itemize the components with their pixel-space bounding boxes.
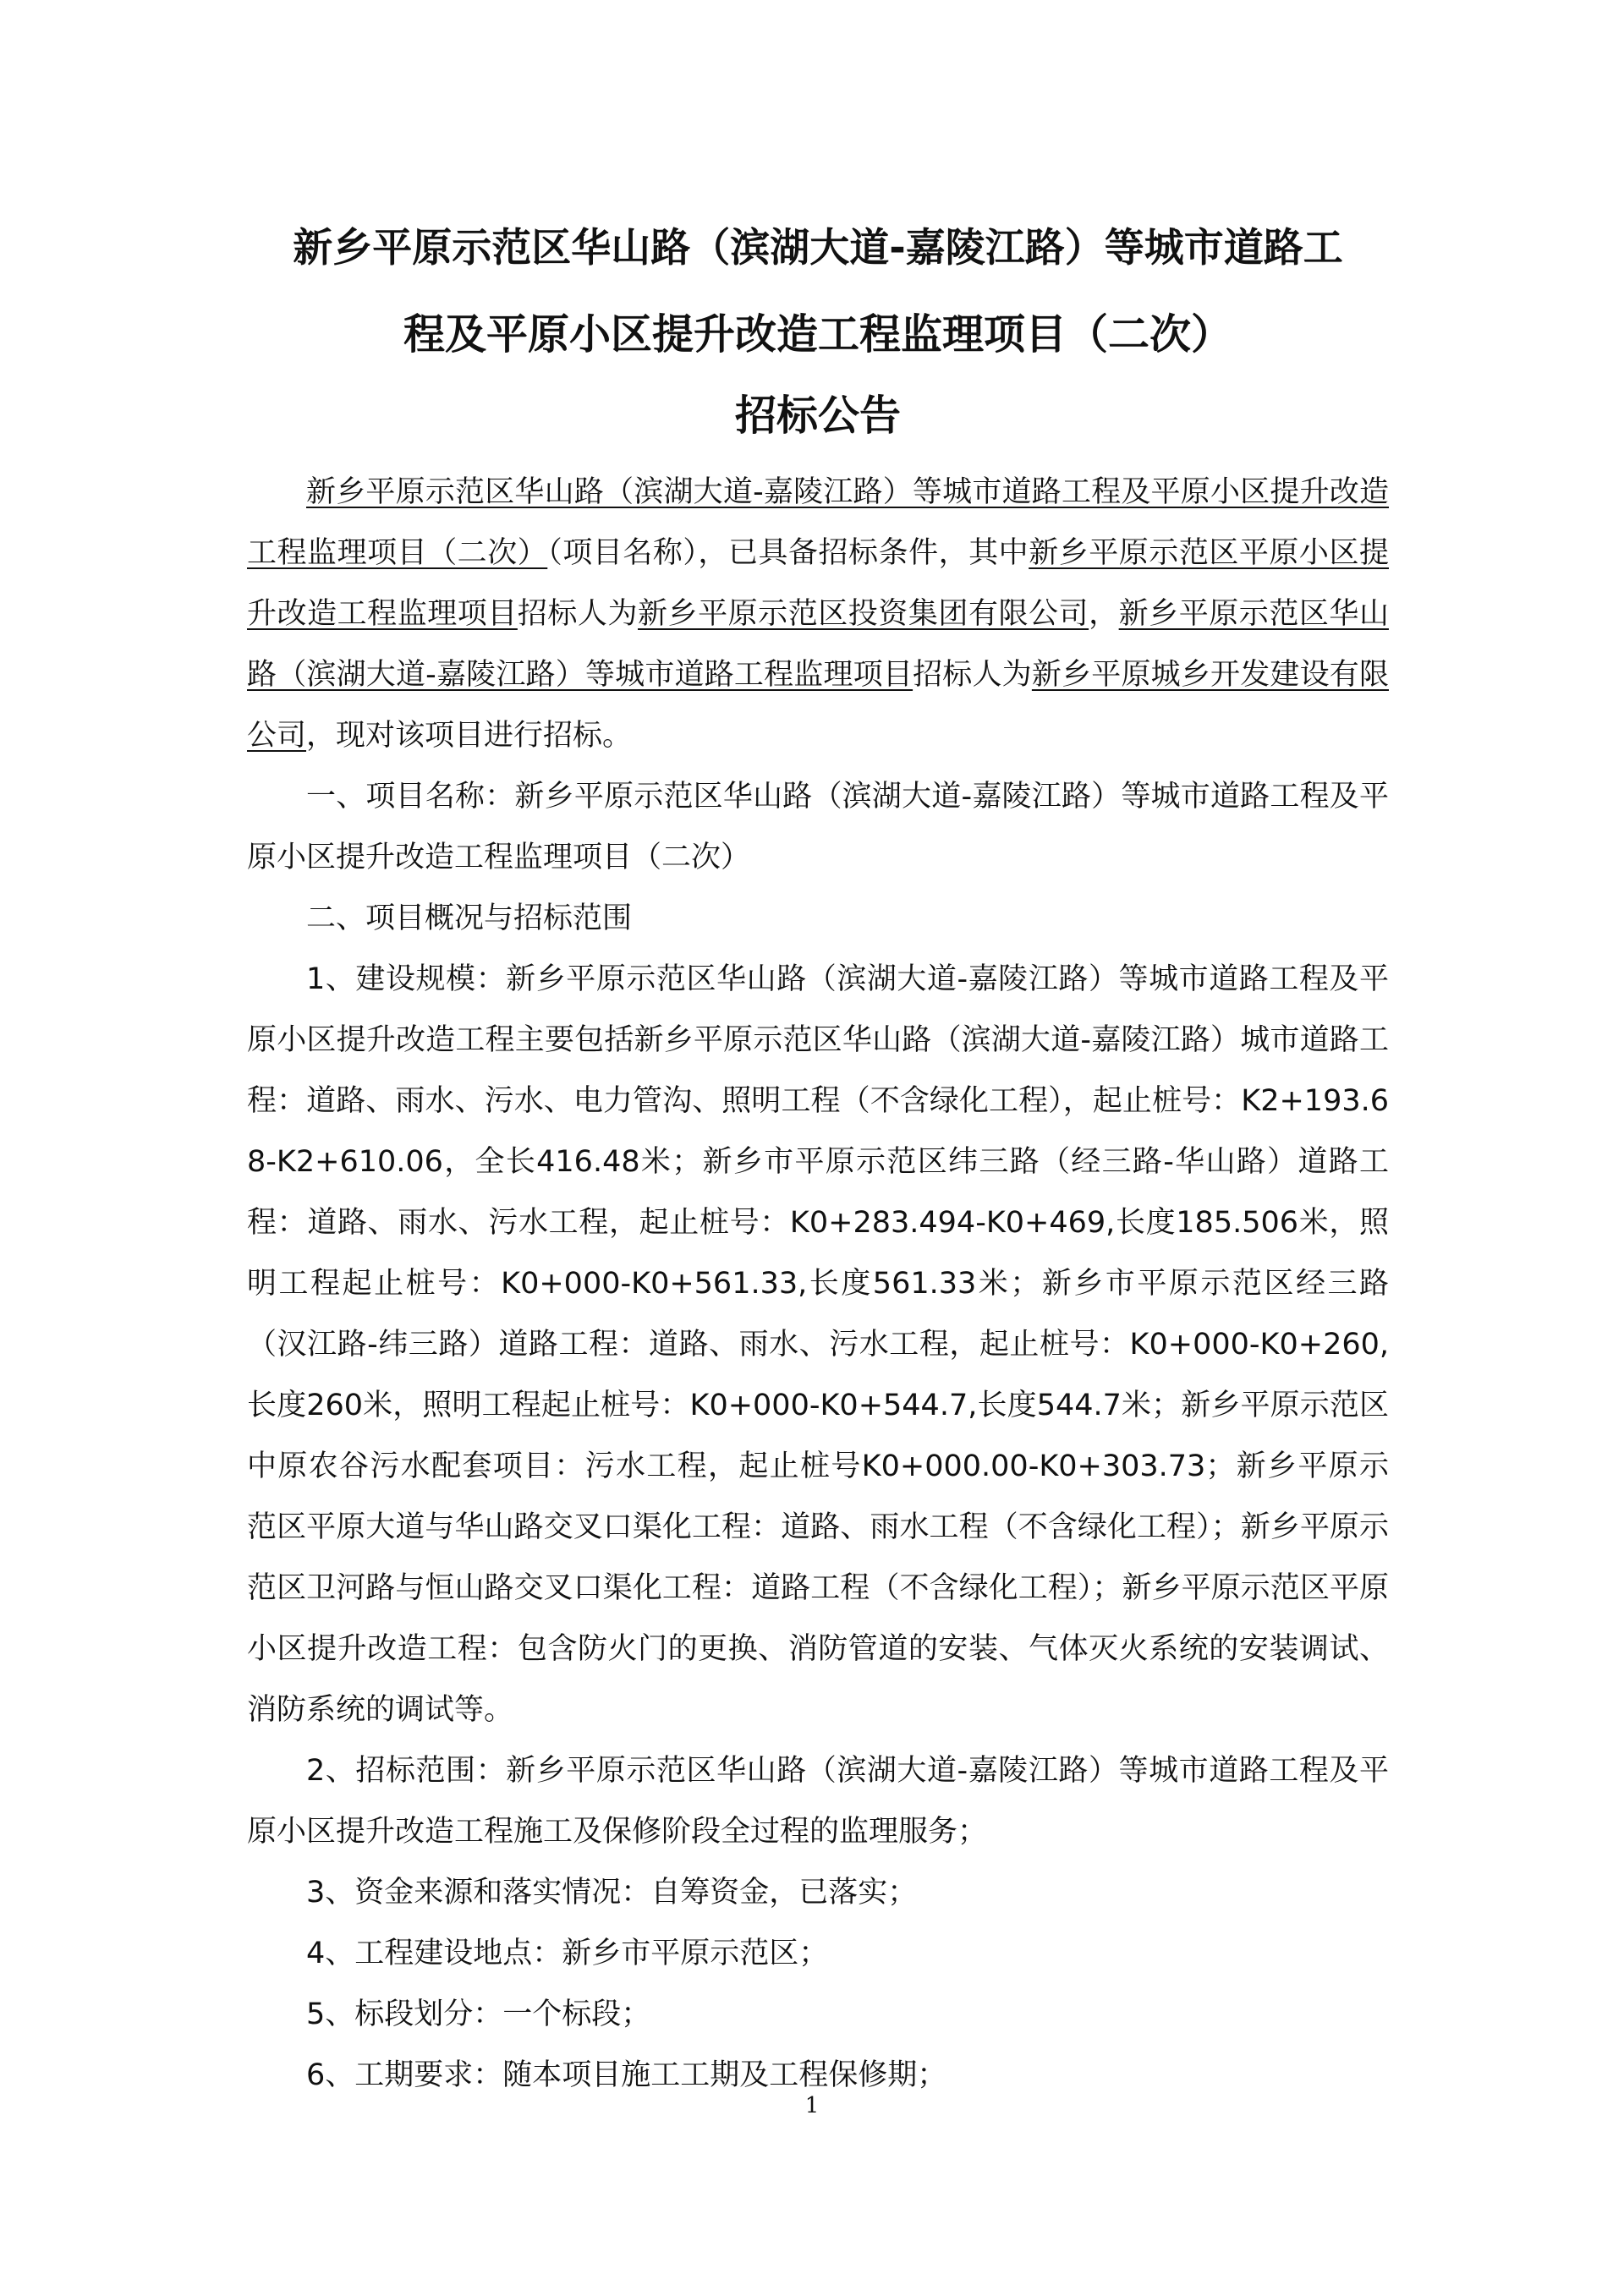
title-line-2: 程及平原小区提升改造工程监理项目（二次） — [403, 310, 1232, 359]
tenderer1-underlined: 新乡平原示范区投资集团有限公司 — [638, 597, 1089, 631]
section-construction-scale: 1、建设规模：新乡平原示范区华山路（滨湖大道-嘉陵江路）等城市道路工程及平原小区提升改造工程主要包括新乡平原示范区华山路（滨湖大道-嘉陵江路）城市道路工程：道路、雨水、污水、电力管沟、照明工程（不含绿化工程），起止桩号：K2+193.68-K2+610.06，全长416.48米；新乡市平原示范区纬三路（经三路-华山路）道路工程：道路、雨水、污水工程，起止桩号：K0+283.494-K0+469,长度185.506米，照明工程起止桩号：K0+000-K0+561.33,长度561.33米；新乡市平原示范区经三路（汉江路-纬三路）道路工程：道路、雨水、污水工程，起止桩号：K0+000-K0+260,长度260米，照明工程起止桩号：K0+000-K0+544.7,长度544.7米；新乡平原示范区中原农谷污水配套项目：污水工程，起止桩号K0+000.00-K0+303.73；新乡平原示范区平原大道与华山路交叉口渠化工程：道路、雨水工程（不含绿化工程）；新乡平原示范区卫河路与恒山路交叉口渠化工程：道路工程（不含绿化工程）；新乡平原示范区平原小区提升改造工程：包含防火门的更换、消防管道的安装、气体灭火系统的安装调试、消防系统的调试等。 — [247, 962, 1389, 1727]
section-funding: 3、资金来源和落实情况：自筹资金，已落实； — [306, 1876, 918, 1910]
intro-text-4: 招标人为 — [913, 658, 1032, 692]
title-line-3: 招标公告 — [734, 392, 901, 440]
title-line-1: 新乡平原示范区华山路（滨湖大道-嘉陵江路）等城市道路工 — [293, 225, 1343, 271]
section2-underlined: 新乡平原示范区华山路（滨湖大道-嘉陵江路）等城市道路工程监理项目 — [247, 597, 1389, 692]
section-bidding-scope: 2、招标范围：新乡平原示范区华山路（滨湖大道-嘉陵江路）等城市道路工程及平原小区提升改造工程施工及保修阶段全过程的监理服务； — [247, 1754, 1389, 1849]
section-location: 4、工程建设地点：新乡市平原示范区； — [306, 1937, 829, 1970]
intro-text-2: 招标人为 — [517, 597, 639, 631]
intro-text-1: （项目名称），已具备招标条件，其中 — [547, 536, 1029, 570]
section-overview-heading: 二、项目概况与招标范围 — [306, 901, 633, 935]
project-name-underlined: 新乡平原示范区华山路（滨湖大道-嘉陵江路）等城市道路工程及平原小区提升改造工程监理项目（二次） — [247, 475, 1389, 570]
section-lots: 5、标段划分：一个标段； — [306, 1997, 651, 2031]
tenderer2-underlined: 新乡平原城乡开发建设有限公司 — [247, 658, 1389, 753]
page-number: 1 — [804, 2093, 820, 2118]
section-duration: 6、工期要求：随本项目施工工期及工程保修期； — [306, 2058, 947, 2092]
intro-text-3: ， — [1089, 597, 1119, 631]
intro-text-5: ，现对该项目进行招标。 — [306, 719, 633, 753]
document-page — [247, 203, 1389, 2106]
intro-paragraph — [247, 462, 1389, 766]
section-project-name: 一、项目名称：新乡平原示范区华山路（滨湖大道-嘉陵江路）等城市道路工程及平原小区提升改造工程监理项目（二次） — [247, 780, 1389, 874]
section1-underlined: 新乡平原示范区平原小区提升改造工程监理项目 — [247, 536, 1389, 631]
